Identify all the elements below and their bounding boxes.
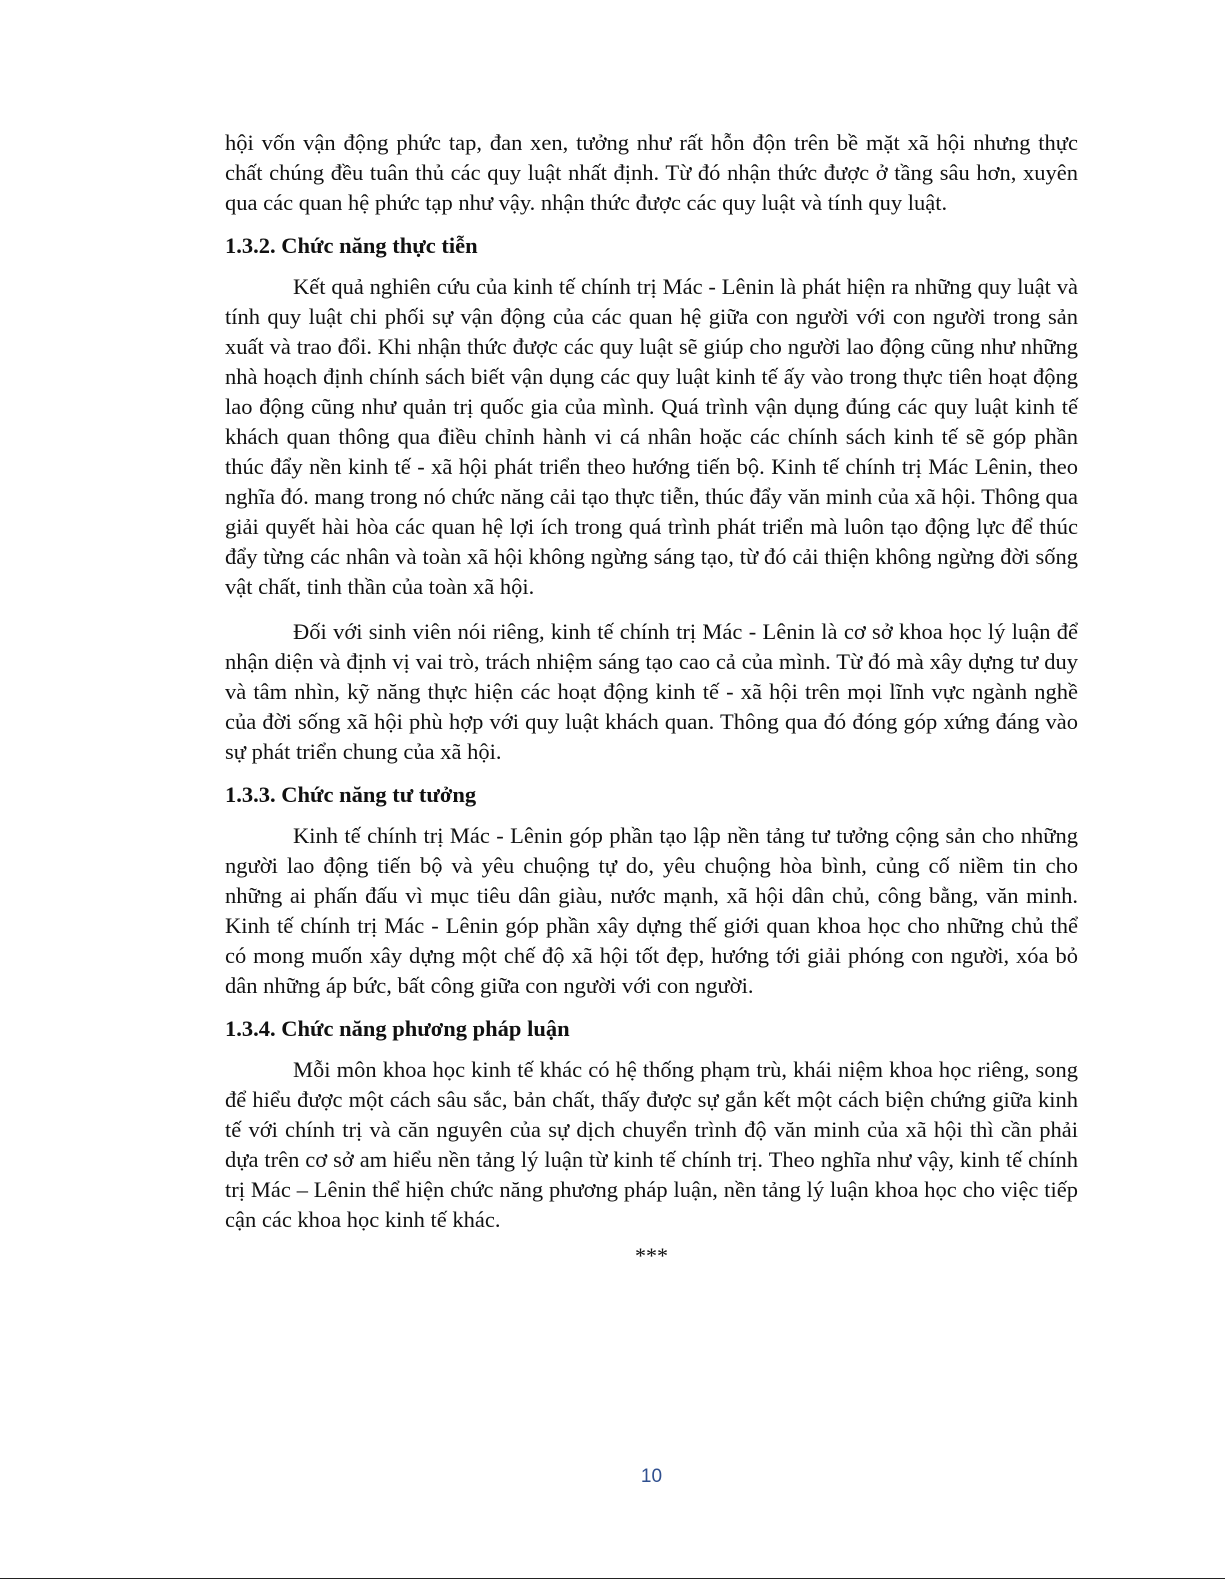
page-bottom-edge [0, 1578, 1225, 1579]
body-paragraph: Mỗi môn khoa học kinh tế khác có hệ thống phạm trù, khái niệm khoa học riêng, song để hiểu được một cách sâu sắc, bản chất, thấy được sự gắn kết một cách biện chứng giữa kinh tế với chính trị và căn nguyên của sự dịch chuyển trình độ văn minh của xã hội thì cần phải dựa trên cơ sở am hiểu nền tảng lý luận từ kinh tế chính trị. Theo nghĩa như vậy, kinh tế chính trị Mác – Lênin thể hiện chức năng phương pháp luận, nền tảng lý luận khoa học cho việc tiếp cận các khoa học kinh tế khác. [225, 1057, 1078, 1232]
document-page [225, 128, 1078, 1271]
continuation-paragraph: hội vốn vận động phức tap, đan xen, tưởng như rất hỗn độn trên bề mặt xã hội nhưng thực chất chúng đều tuân thủ các quy luật nhất định. Từ đó nhận thức được ở tầng sâu hơn, xuyên qua các quan hệ phức tạp như vậy. nhận thức được các quy luật và tính quy luật. [225, 130, 1078, 215]
section-practical-function [225, 231, 1078, 767]
body-paragraph: Kết quả nghiên cứu của kinh tế chính trị Mác - Lênin là phát hiện ra những quy luật và tính quy luật chi phối sự vận động của các quan hệ giữa con người với con người trong sản xuất và trao đổi. Khi nhận thức được các quy luật sẽ giúp cho người lao động cũng như những nhà hoạch định chính sách biết vận dụng các quy luật kinh tế ấy vào trong thực tiên hoạt động lao động cũng như quản trị quốc gia của mình. Quá trình vận dụng đúng các quy luật kinh tế khách quan thông qua điều chỉnh hành vi cá nhân hoặc các chính sách kinh tế sẽ góp phần thúc đẩy nền kinh tế - xã hội phát triển theo hướng tiến bộ. Kinh tế chính trị Mác Lênin, theo nghĩa đó. mang trong nó chức năng cải tạo thực tiễn, thúc đẩy văn minh của xã hội. Thông qua giải quyết hài hòa các quan hệ lợi ích trong quá trình phát triển mà luôn tạo động lực để thúc đẩy từng các nhân và toàn xã hội không ngừng sáng tạo, từ đó cải thiện không ngừng đời sống vật chất, tinh thần của toàn xã hội. [225, 274, 1078, 599]
section-heading: 1.3.3. Chức năng tư tưởng [225, 782, 477, 807]
section-heading: 1.3.2. Chức năng thực tiễn [225, 233, 478, 258]
body-paragraph: Kinh tế chính trị Mác - Lênin góp phần tạo lập nền tảng tư tưởng cộng sản cho những người lao động tiến bộ và yêu chuộng tự do, yêu chuộng hòa bình, củng cố niềm tin cho những ai phấn đấu vì mục tiêu dân giàu, nước mạnh, xã hội dân chủ, công bằng, văn minh. Kinh tế chính trị Mác - Lênin góp phần xây dựng thế giới quan khoa học cho những chủ thể có mong muốn xây dựng một chế độ xã hội tốt đẹp, hướng tới giải phóng con người, xóa bỏ dân những áp bức, bất công giữa con người với con người. [225, 823, 1078, 998]
section-separator: *** [635, 1243, 668, 1268]
section-methodology-function [225, 1014, 1078, 1235]
page-number: 10 [640, 1466, 663, 1487]
section-ideological-function [225, 780, 1078, 1001]
section-heading: 1.3.4. Chức năng phương pháp luận [225, 1016, 570, 1041]
body-paragraph: Đối với sinh viên nói riêng, kinh tế chính trị Mác - Lênin là cơ sở khoa học lý luận để nhận diện và định vị vai trò, trách nhiệm sáng tạo cao cả của mình. Từ đó mà xây dựng tư duy và tâm nhìn, kỹ năng thực hiện các hoạt động kinh tế - xã hội trên mọi lĩnh vực ngành nghề của đời sống xã hội phù hợp với quy luật khách quan. Thông qua đó đóng góp xứng đáng vào sự phát triển chung của xã hội. [225, 619, 1078, 764]
